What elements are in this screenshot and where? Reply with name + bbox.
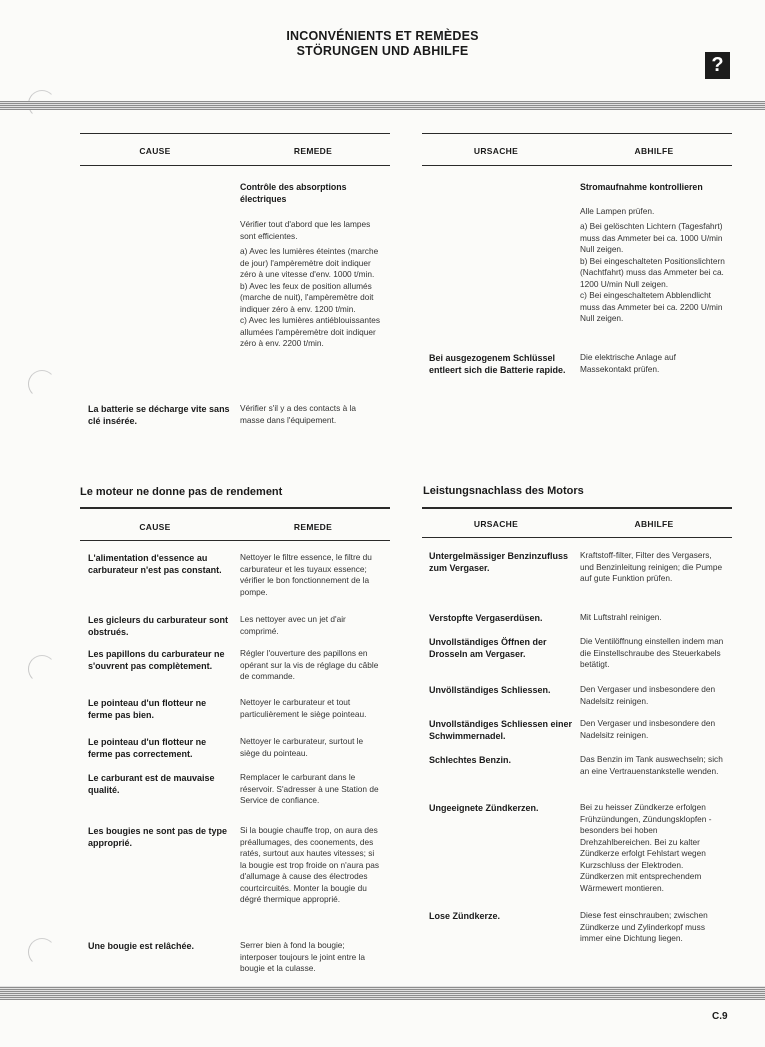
fr-row-1-cause: L'alimentation d'essence au carburateur n'est pas constant. (88, 553, 222, 575)
de-section-top-rule (422, 507, 732, 509)
fr-section-cause-header: CAUSE (139, 522, 171, 532)
de-row-2-remedy: Mit Luftstrahl reinigen. (580, 612, 662, 622)
de-row-2-cause: Verstopfte Vergaserdüsen. (429, 613, 543, 623)
fr-row-7-remedy: Si la bougie chauffe trop, on aura des préallumages, des coonements, des ratés, surtout aux hautes vitesses; si la bougie est trop froide on n'aura pas d'allumage à cause des électrodes courtcircuités. Monter la bougie du dégré thermique approprié. (240, 825, 380, 904)
fr-row-1-remedy: Nettoyer le filtre essence, le filtre du carburateur et les tuyaux essence; vérifier le bon fonctionnement de la pompe. (240, 552, 372, 597)
de-section-header-rule (422, 537, 732, 538)
de-row-3-cause: Unvollständiges Öffnen der Drosseln am Vergaser. (429, 637, 547, 659)
de-row-4-cause: Unvöllständiges Schliessen. (429, 685, 551, 695)
fr-row-6-cause: Le carburant est de mauvaise qualité. (88, 773, 215, 795)
fr-table-header-rule (80, 165, 390, 166)
fr-section-title: Le moteur ne donne pas de rendement (80, 486, 283, 498)
fr-row-3-cause: Les papillons du carburateur ne s'ouvrent pas complètement. (88, 649, 225, 671)
de-row-5-remedy: Den Vergaser und insbesondere den Nadelsitz reinigen. (580, 718, 716, 740)
fr-cause-header: CAUSE (139, 146, 171, 156)
fr-row-8-remedy: Serrer bien à fond la bougie; interposer toujours le joint entre la bougie et la culasse. (240, 940, 365, 973)
fr-electrical-heading: Contrôle des absorptions électriques (240, 182, 347, 204)
fr-electrical-item-c: c) Avec les lumières antiéblouissantes allumées l'ampèremètre doit indiquer zéro à env. 2200 t/min. (240, 315, 381, 348)
fr-row-2-remedy: Les nettoyer avec un jet d'air comprimé. (240, 614, 346, 636)
fr-electrical-item-a: a) Avec les lumières éteintes (marche de jour) l'ampèremètre doit indiquer zéro à une vitesse d'env. 1000 t/min. (240, 246, 379, 279)
binder-hole-3 (28, 655, 56, 683)
fr-row-5-cause: Le pointeau d'un flotteur ne ferme pas correctement. (88, 737, 207, 759)
de-electrical-list (580, 221, 725, 325)
de-cause-header: URSACHE (473, 146, 519, 156)
fr-row-2-cause: Les gicleurs du carburateur sont obstrués. (88, 615, 229, 637)
de-row-1-remedy: Kraftstoff-filter, Filter des Vergasers, und Benzinleitung reinigen; die Pumpe auf gute Funktion prüfen. (580, 550, 723, 583)
page-title-fr: INCONVÉNIENTS ET REMÈDES (286, 29, 479, 43)
page-title-de: STÖRUNGEN UND ABHILFE (296, 44, 469, 58)
de-battery-remedy: Die elektrische Anlage auf Massekontakt prüfen. (580, 352, 676, 374)
de-electrical-item-a: a) Bei gelöschten Lichtern (Tagesfahrt) muss das Ammeter bei ca. 1000 U/min Null zeigen. (580, 221, 723, 254)
de-electrical-item-c: c) Bei eingeschaltetem Abblendlicht muss das Ammeter bei ca. 2200 U/min Null zeigen. (580, 290, 723, 323)
de-section-cause-header: URSACHE (473, 519, 519, 529)
fr-row-5-remedy: Nettoyer le carburateur, surtout le siège du pointeau. (240, 736, 364, 758)
fr-row-3-remedy: Régler l'ouverture des papillons en opérant sur la vis de réglage du câble de commande. (240, 648, 379, 681)
de-battery-cause: Bei ausgezogenem Schlüssel entleert sich die Batterie rapide. (429, 353, 566, 375)
fr-row-6-remedy: Remplacer le carburant dans le réservoir. S'adresser à une Station de Service de confiance. (240, 772, 379, 805)
de-row-8-remedy: Diese fest einschrauben; zwischen Zündkerze und Zylinderkopf muss immer eine Dichtung liegen. (580, 910, 708, 943)
de-electrical-intro: Alle Lampen prüfen. (580, 206, 655, 216)
fr-remedy-header: REMEDE (293, 146, 333, 156)
de-row-3-remedy: Die Ventilöffnung einstellen indem man die Einstellschraube des Steuerkabels betätigt. (580, 636, 724, 669)
fr-row-8-cause: Une bougie est relâchée. (88, 941, 195, 951)
help-question-icon: ? (705, 52, 730, 79)
de-section-title: Leistungsnachlass des Motors (423, 485, 584, 497)
de-table-header-rule (422, 165, 732, 166)
de-row-5-cause: Unvollständiges Schliessen einer Schwimmernadel. (429, 719, 573, 741)
fr-electrical-item-b: b) Avec les feux de position allumés (marche de nuit), l'ampèremètre doit indiquer zéro à env. 1200 t/min. (240, 280, 374, 314)
fr-section-top-rule (80, 507, 390, 509)
de-row-6-remedy: Das Benzin im Tank auswechseln; sich an eine Vertrauenstankstelle wenden. (580, 754, 723, 776)
fr-row-4-remedy: Nettoyer le carburateur et tout particulièrement le siège pointeau. (240, 697, 367, 719)
de-row-7-remedy: Bei zu heisser Zündkerze erfolgen Frühzündungen, Zündungsklopfen - besonders bei hoben Drehzahlbereichen. Bei zu kalter Zündkerze erfolgt Fehlstart wegen Kurzschluss der Elektroden. Zündkerzen mit entsprechendem Wärmewert montieren. (580, 802, 712, 893)
fr-electrical-intro: Vérifier tout d'abord que les lampes sont efficientes. (240, 219, 371, 241)
fr-battery-cause: La batterie se décharge vite sans clé insérée. (88, 404, 230, 426)
fr-section-header-rule (80, 540, 390, 541)
de-section-remedy-header: ABHILFE (634, 519, 674, 529)
binder-hole-4 (28, 938, 56, 966)
de-electrical-item-b: b) Bei eingeschalteten Positionslichtern (Nachtfahrt) muss das Ammeter bei ca. 1200 U/min Null zeigen. (580, 255, 725, 289)
de-row-4-remedy: Den Vergaser und insbesondere den Nadelsitz reinigen. (580, 684, 716, 706)
fr-row-4-cause: Le pointeau d'un flotteur ne ferme pas bien. (88, 698, 207, 720)
de-electrical-heading: Stromaufnahme kontrollieren (580, 182, 703, 192)
fr-battery-remedy: Vérifier s'il y a des contacts à la masse dans l'équipement. (240, 403, 356, 425)
fr-electrical-list (240, 246, 382, 350)
de-row-1-cause: Untergelmässiger Benzinzufluss zum Vergaser. (429, 551, 569, 573)
binder-hole-2 (28, 370, 56, 398)
header-band (0, 101, 765, 110)
page-number: C.9 (712, 1011, 728, 1022)
fr-row-7-cause: Les bougies ne sont pas de type approprié. (88, 826, 228, 848)
de-row-8-cause: Lose Zündkerze. (429, 911, 501, 921)
de-remedy-header: ABHILFE (634, 146, 674, 156)
footer-band (0, 986, 765, 1000)
de-row-6-cause: Schlechtes Benzin. (429, 755, 512, 765)
de-row-7-cause: Ungeeignete Zündkerzen. (429, 803, 539, 813)
de-table-top-rule (422, 133, 732, 134)
fr-table-top-rule (80, 133, 390, 134)
fr-section-remedy-header: REMEDE (293, 522, 333, 532)
